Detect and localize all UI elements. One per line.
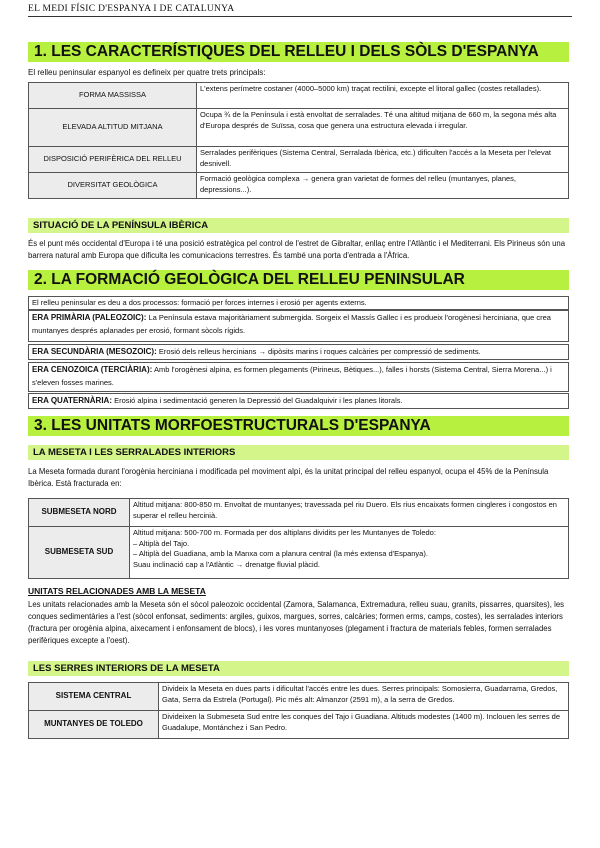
peninsula-situation-text: És el punt més occidental d'Europa i té una posició estratègica pel control de l'estret de Gibraltar, enllaç entre l'Atlàntic i el Mediterrani. Els Pirineus són una barrera natural amb Europa que dificulta les comunicacions terrestres. És també una porta d'entrada a l'Àfrica. <box>28 239 566 260</box>
era-name: ERA CENOZOICA (TERCIÀRIA): <box>32 365 153 374</box>
submeseta-text <box>130 527 569 579</box>
era-name: ERA PRIMÀRIA (PALEOZOIC): <box>32 313 147 322</box>
feature-text: Serralades perifèriques (Sistema Central, Serralada Ibèrica, etc.) dificulten l'accés a la Meseta per l'elevat desnivell. <box>197 147 569 173</box>
table-row <box>29 527 569 579</box>
running-header: EL MEDI FÍSIC D'ESPANYA I DE CATALUNYA <box>28 4 572 17</box>
serra-label: SISTEMA CENTRAL <box>29 683 159 711</box>
meseta-text: La Meseta formada durant l'orogènia herciniana i modificada pel moviment alpí, és la unitat principal del relleu espanyol, ocupa el 45% de la Península Ibèrica. Està fracturada en: <box>28 467 549 488</box>
serra-text: Divideixen la Submeseta Sud entre les conques del Tajo i Guadiana. Altituds modestes (1400 m). Inclouen les serres de Guadalupe, Montánchez i San Pedro. <box>159 711 569 739</box>
serra-label: MUNTANYES DE TOLEDO <box>29 711 159 739</box>
era-name: ERA SECUNDÀRIA (MESOZOIC): <box>32 347 157 356</box>
feature-text: Formació geològica complexa → genera gran varietat de formes del relleu (muntanyes, planes, depressions...). <box>197 173 569 199</box>
table-row <box>29 499 569 527</box>
era-secundaria <box>28 344 569 360</box>
features-table <box>28 82 569 199</box>
submeseta-line: Altitud mitjana: 500-700 m. Formada per dos altiplans dividits per les Muntanyes de Toledo: <box>133 528 436 537</box>
feature-text: Ocupa ¾ de la Península i està envoltat de serralades. Té una altitud mitjana de 660 m, la segona més alta d'Europa després de Suïssa, cosa que genera una estructura elevada i irregular. <box>197 109 569 147</box>
era-text: Erosió dels relleus hercinians → dipòsits marins i roques calcàries per compressió de sediments. <box>158 347 481 356</box>
section-2-title: 2. LA FORMACIÓ GEOLÒGICA DEL RELLEU PENINSULAR <box>28 270 569 290</box>
meseta-title: LA MESETA I LES SERRALADES INTERIORS <box>28 445 569 460</box>
submeseta-label: SUBMESETA SUD <box>29 527 130 579</box>
section-1-title: 1. LES CARACTERÍSTIQUES DEL RELLEU I DELS SÒLS D'ESPANYA <box>28 42 569 62</box>
section-2-intro: El relleu peninsular es deu a dos processos: formació per forces internes i erosió per agents externs. <box>28 296 569 310</box>
submeseta-label: SUBMESETA NORD <box>29 499 130 527</box>
era-text: Amb l'orogènesi alpina, es formen plegaments (Pirineus, Bètiques...), falles i horsts (Sistema Central, Sierra Morena...) i s'eleven fosses marines. <box>32 365 552 387</box>
era-text: Erosió alpina i sedimentació generen la Depressió del Guadalquivir i les planes litorals. <box>114 396 403 405</box>
section-3-title: 3. LES UNITATS MORFOESTRUCTURALS D'ESPANYA <box>28 416 569 436</box>
table-row <box>29 711 569 739</box>
era-quaternaria <box>28 393 569 409</box>
table-row <box>29 147 569 173</box>
related-units-text: Les unitats relacionades amb la Meseta són el sòcol paleozoic occidental (Zamora, Salamanca, Extremadura, relleu suau, granits, pissarres, quarsites), les conques sedimentàries a l'est (sòcol enfonsat, sediments: argiles, guixos, margues, sorres, calcàries; formen erms, camps, costes), les serralades interiors (fractura per orogènia alpina, aixecament i enfonsament de blocs), i les vores muntanyoses (plegament i fractura de materials febles, formen serralades perifèriques excepte a l'oest). <box>28 600 565 645</box>
table-row <box>29 109 569 147</box>
submeseta-line: – Altiplà del Guadiana, amb la Manxa com a planura central (la més extensa d'Espanya). <box>133 549 428 558</box>
serra-text: Divideix la Meseta en dues parts i dificultat l'accés entre les dues. Serres principals: Somosierra, Guadarrama, Gredos, Gata, Serra da Estrela (Portugal). Pic més alt: Almanzor (2591 m), a la serra de Gredos. <box>159 683 569 711</box>
table-row <box>29 83 569 109</box>
feature-label: DIVERSITAT GEOLÒGICA <box>29 173 197 199</box>
related-units-title: UNITATS RELACIONADES AMB LA MESETA <box>28 586 206 596</box>
table-row <box>29 173 569 199</box>
submesetes-table <box>28 498 569 579</box>
era-text: La Península estava majoritàriament submergida. Sorgeix el Massís Gallec i es produeix l'orogènesi herciniana, que crea muntanyes després aplanades per erosió, formant sòcols rígids. <box>32 313 551 335</box>
submeseta-line: – Altiplà del Tajo. <box>133 538 190 548</box>
submeseta-line: Altitud mitjana: 800-850 m. Envoltat de muntanyes; travessada pel riu Duero. Els rius encaixats formen cingleres i congostos en superar el relleu hercinià. <box>133 500 557 520</box>
serres-title: LES SERRES INTERIORS DE LA MESETA <box>28 661 569 676</box>
submeseta-text <box>130 499 569 527</box>
feature-label: FORMA MASSISSA <box>29 83 197 109</box>
table-row <box>29 683 569 711</box>
era-cenozoica <box>28 362 569 392</box>
peninsula-situation-title: SITUACIÓ DE LA PENÍNSULA IBÈRICA <box>28 218 569 233</box>
serres-table <box>28 682 569 739</box>
era-primaria <box>28 310 569 342</box>
submeseta-line: Suau inclinació cap a l'Atlàntic → drenatge fluvial plàcid. <box>133 559 320 569</box>
section-1-intro: El relleu peninsular espanyol es defineix per quatre trets principals: <box>28 68 266 77</box>
feature-label: DISPOSICIÓ PERIFÈRICA DEL RELLEU <box>29 147 197 173</box>
era-name: ERA QUATERNÀRIA: <box>32 396 112 405</box>
feature-label: ELEVADA ALTITUD MITJANA <box>29 109 197 147</box>
feature-text: L'extens perímetre costaner (4000–5000 km) traçat rectilini, excepte el litoral gallec (costes retallades). <box>197 83 569 109</box>
